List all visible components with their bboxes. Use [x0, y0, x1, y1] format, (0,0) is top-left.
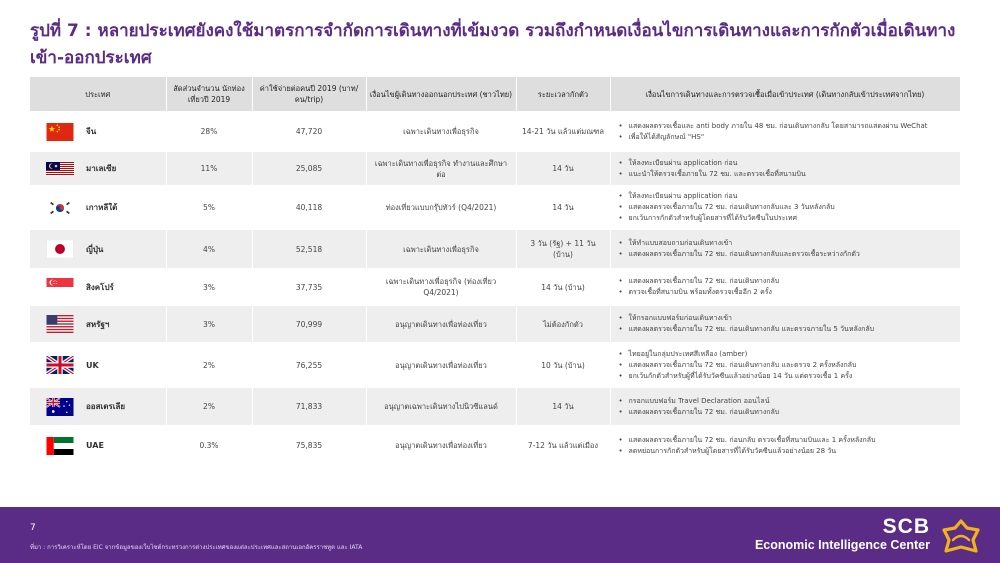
country-name: สหรัฐฯ [86, 319, 110, 329]
table-header-row [30, 77, 960, 111]
exit-condition: อนุญาตเดินทางเพื่อท่องเที่ยว [366, 342, 516, 388]
entry-conditions [610, 111, 960, 152]
table-row [30, 425, 960, 466]
header-exit-conditions: เงื่อนไขผู้เดินทางออกนอกประเทศ (ชาวไทย) [366, 77, 516, 111]
country-name: ออสเตรเลีย [86, 402, 126, 411]
scb-logo-icon [940, 518, 982, 554]
footer-bar [0, 507, 1000, 563]
condition-item: • ลดหย่อนการกักตัวสำหรับผู้โดยสารที่ได้รับวัคซีนแล้วอย่างน้อย 28 วัน [619, 446, 956, 457]
condition-item: • เพื่อให้ได้สัญลักษณ์ "HS" [619, 132, 956, 143]
condition-item: • ให้ลงทะเบียนผ่าน application ก่อน [619, 191, 956, 202]
tourist-share: 5% [166, 185, 252, 230]
spend-per-trip: 71,833 [252, 388, 366, 425]
condition-item: • แนะนำให้ตรวจเชื้อภายใน 72 ชม. และตรวจเชื้อที่สนามบิน [619, 169, 956, 180]
singapore-flag-icon [46, 278, 74, 296]
header-country: ประเทศ [30, 77, 166, 111]
condition-item: • ไทยอยู่ในกลุ่มประเทศสีเหลือง (amber) [619, 349, 956, 360]
condition-item: • กรอกแบบฟอร์ม Travel Declaration ออนไลน์ [619, 396, 956, 407]
source-note: ที่มา : การวิเคราะห์โดย EIC จากข้อมูลของเว็บไซต์กระทรวงการต่างประเทศของแต่ละประเทศและสถานเอกอัครราชทูต และ IATA [30, 544, 363, 551]
entry-conditions [610, 306, 960, 342]
condition-item: • แสดงผลตรวจเชื้อภายใน 72 ชม. ก่อนเดินทางกลับและตรวจเชื้อระหว่างกักตัว [619, 249, 956, 260]
condition-item: • แสดงผลตรวจเชื้อและ anti body ภายใน 48 ชม. ก่อนเดินทางกลับ โดยสามารถแสดงผ่าน WeChat [619, 121, 956, 132]
spend-per-trip: 40,118 [252, 185, 366, 230]
quarantine-period: 3 วัน (รัฐ) + 11 วัน (บ้าน) [516, 230, 610, 268]
japan-flag-icon [46, 240, 74, 258]
country-name: สิงคโปร์ [86, 282, 114, 292]
malaysia-flag-icon [46, 160, 74, 178]
entry-conditions [610, 388, 960, 425]
quarantine-period: 14-21 วัน แล้วแต่มณฑล [516, 111, 610, 152]
exit-condition: เฉพาะเดินทางเพื่อธุรกิจ [366, 230, 516, 268]
spend-per-trip: 47,720 [252, 111, 366, 152]
brand-name: SCB [882, 515, 930, 538]
quarantine-period: 14 วัน [516, 388, 610, 425]
condition-item: • ให้ทำแบบสอบถามก่อนเดินทางเข้า [619, 238, 956, 249]
tourist-share: 28% [166, 111, 252, 152]
quarantine-period: 14 วัน (บ้าน) [516, 268, 610, 306]
condition-item: • ยกเว้นกักตัวสำหรับผู้ที่ได้รับวัคซีนแล้วอย่างน้อย 14 วัน แต่ตรวจเชื้อ 1 ครั้ง [619, 371, 956, 382]
brand-block [755, 516, 930, 553]
condition-item: • ยกเว้นการกักตัวสำหรับผู้โดยสารที่ได้รับวัคซีนในประเทศ [619, 213, 956, 224]
tourist-share: 3% [166, 306, 252, 342]
travel-restrictions-table [30, 77, 961, 466]
country-name: จีน [86, 127, 97, 136]
spend-per-trip: 52,518 [252, 230, 366, 268]
condition-item: • แสดงผลตรวจเชื้อภายใน 72 ชม. ก่อนเดินทางกลับ [619, 276, 956, 287]
condition-item: • ให้กรอกแบบฟอร์มก่อนเดินทางเข้า [619, 313, 956, 324]
condition-item: • แสดงผลตรวจเชื้อภายใน 72 ชม. ก่อนเดินทางกลับ และตรวจ 2 ครั้งหลังกลับ [619, 360, 956, 371]
table-row [30, 342, 960, 388]
brand-tagline: Economic Intelligence Center [754, 538, 930, 552]
uae-flag-icon [46, 437, 74, 455]
tourist-share: 2% [166, 342, 252, 388]
spend-per-trip: 76,255 [252, 342, 366, 388]
condition-item: • แสดงผลตรวจเชื้อภายใน 72 ชม. ก่อนเดินทางกลับ [619, 407, 956, 418]
condition-item: • ตรวจเชื้อที่สนามบิน พร้อมทั้งตรวจเชื้ออีก 2 ครั้ง [619, 287, 956, 298]
condition-item: • ให้ลงทะเบียนผ่าน application ก่อน [619, 158, 956, 169]
tourist-share: 3% [166, 268, 252, 306]
entry-conditions [610, 185, 960, 230]
entry-conditions [610, 268, 960, 306]
country-name: เกาหลีใต้ [86, 203, 118, 212]
quarantine-period: ไม่ต้องกักตัว [516, 306, 610, 342]
spend-per-trip: 25,085 [252, 152, 366, 185]
uk-flag-icon [46, 356, 74, 374]
country-name: UK [86, 360, 99, 370]
header-quarantine: ระยะเวลากักตัว [516, 77, 610, 111]
country-name: ญี่ปุ่น [86, 244, 104, 254]
tourist-share: 4% [166, 230, 252, 268]
exit-condition: เฉพาะเดินทางเพื่อธุรกิจ (ท่องเที่ยว Q4/2021) [366, 268, 516, 306]
exit-condition: ท่องเที่ยวแบบกรุ๊ปทัวร์ (Q4/2021) [366, 185, 516, 230]
china-flag-icon [46, 123, 74, 141]
usa-flag-icon [46, 315, 74, 333]
australia-flag-icon [46, 398, 74, 416]
table-row [30, 230, 960, 268]
condition-item: • แสดงผลตรวจเชื้อภายใน 72 ชม. ก่อนเดินทางกลับและ 3 วันหลังกลับ [619, 202, 956, 213]
quarantine-period: 7-12 วัน แล้วแต่เมือง [516, 425, 610, 466]
table-row [30, 152, 960, 185]
spend-per-trip: 75,835 [252, 425, 366, 466]
entry-conditions [610, 425, 960, 466]
entry-conditions [610, 342, 960, 388]
quarantine-period: 14 วัน [516, 185, 610, 230]
condition-item: • แสดงผลตรวจเชื้อภายใน 72 ชม. ก่อนกลับ ตรวจเชื้อที่สนามบินและ 1 ครั้งหลังกลับ [619, 435, 956, 446]
country-name: มาเลเซีย [86, 164, 117, 173]
table-row [30, 306, 960, 342]
table-row [30, 388, 960, 425]
tourist-share: 2% [166, 388, 252, 425]
condition-item: • แสดงผลตรวจเชื้อภายใน 72 ชม. ก่อนเดินทางกลับ และตรวจภายใน 5 วันหลังกลับ [619, 324, 956, 335]
page-number: 7 [30, 523, 36, 533]
country-name: UAE [86, 441, 104, 450]
table-row [30, 111, 960, 152]
header-share: สัดส่วนจำนวน นักท่องเที่ยวปี 2019 [166, 77, 252, 111]
exit-condition: อนุญาตเดินทางเพื่อท่องเที่ยว [366, 425, 516, 466]
tourist-share: 11% [166, 152, 252, 185]
page-title: รูปที่ 7 : หลายประเทศยังคงใช้มาตรการจำกัดการเดินทางที่เข้มงวด รวมถึงกำหนดเงื่อนไขการเดินทางและการกักตัวเมื่อเดินทางเข้า-ออกประเทศ [30, 21, 956, 68]
exit-condition: อนุญาตเดินทางเพื่อท่องเที่ยว [366, 306, 516, 342]
exit-condition: เฉพาะเดินทางเพื่อธุรกิจ ทำงานและศึกษาต่อ [366, 152, 516, 185]
header-entry-conditions: เงื่อนไขการเดินทางและการตรวจเชื้อเมื่อเข้าประเทศ (เดินทางกลับเข้าประเทศจากไทย) [610, 77, 960, 111]
exit-condition: เฉพาะเดินทางเพื่อธุรกิจ [366, 111, 516, 152]
entry-conditions [610, 152, 960, 185]
quarantine-period: 14 วัน [516, 152, 610, 185]
spend-per-trip: 37,735 [252, 268, 366, 306]
entry-conditions [610, 230, 960, 268]
table-row [30, 185, 960, 230]
quarantine-period: 10 วัน (บ้าน) [516, 342, 610, 388]
south-korea-flag-icon [46, 199, 74, 217]
spend-per-trip: 70,999 [252, 306, 366, 342]
header-spend: ค่าใช้จ่ายต่อคนปี 2019 (บาท/คน/trip) [252, 77, 366, 111]
tourist-share: 0.3% [166, 425, 252, 466]
table-row [30, 268, 960, 306]
exit-condition: อนุญาตเฉพาะเดินทางไปนิวซีแลนด์ [366, 388, 516, 425]
